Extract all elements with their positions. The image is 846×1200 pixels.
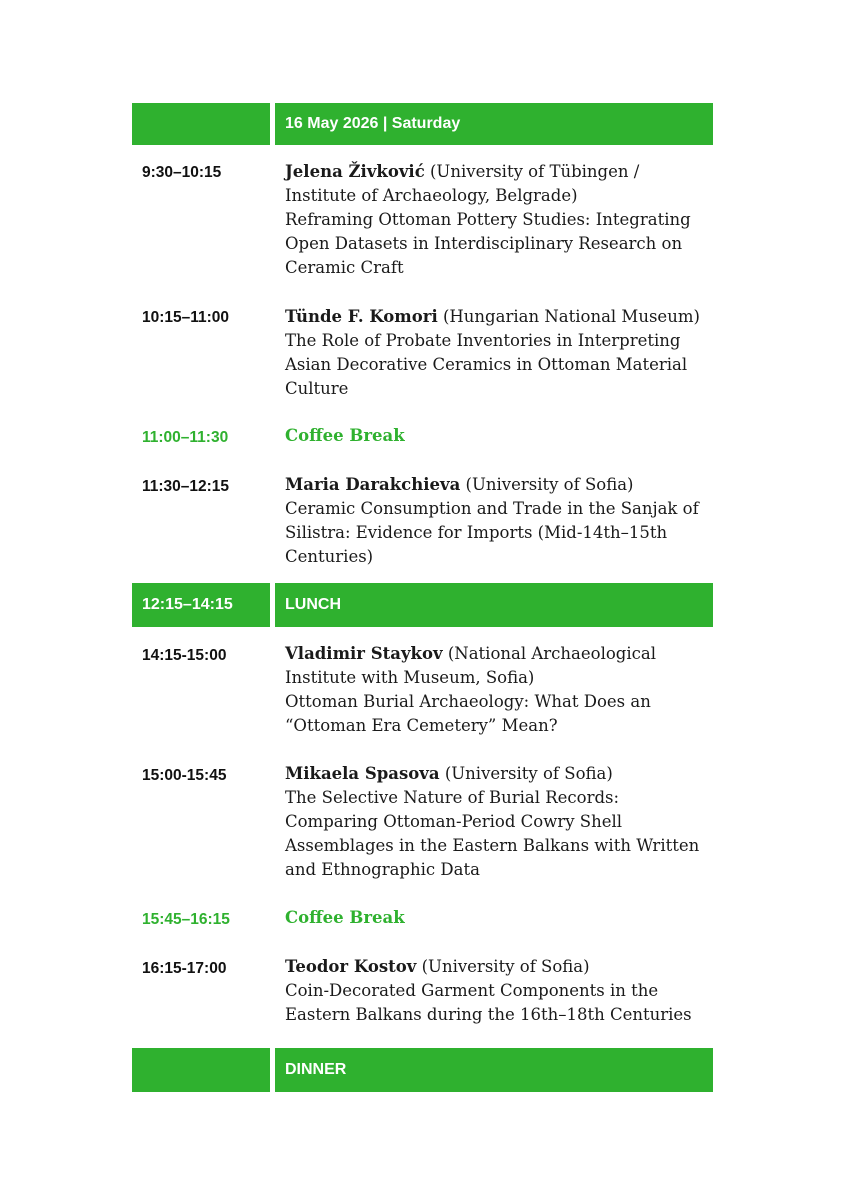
speaker-affiliation: (Hungarian National Museum) <box>437 307 700 326</box>
dinner-label: DINNER <box>285 1061 347 1078</box>
session-entry <box>285 160 715 280</box>
break-time: 15:45–16:15 <box>142 911 230 928</box>
header-bar-date <box>275 103 713 145</box>
session-time: 9:30–10:15 <box>142 164 222 181</box>
session-entry <box>285 762 715 882</box>
talk-title: The Selective Nature of Burial Records: Comparing Ottoman-Period Cowry Shell Assemblages in the Eastern Balkans with Written and Ethnographic Data <box>285 788 700 879</box>
session-time: 11:30–12:15 <box>142 478 230 495</box>
break-label: Coffee Break <box>285 908 405 927</box>
session-entry <box>285 305 715 401</box>
session-time: 14:15-15:00 <box>142 647 227 664</box>
talk-title: Reframing Ottoman Pottery Studies: Integrating Open Datasets in Interdisciplinary Research on Ceramic Craft <box>285 210 691 277</box>
speaker-name: Vladimir Staykov <box>285 644 443 663</box>
dinner-bar <box>275 1048 713 1092</box>
session-entry <box>285 642 715 738</box>
lunch-bar <box>275 583 713 627</box>
speaker-affiliation: (University of Sofia) <box>460 475 634 494</box>
speaker-affiliation: (University of Sofia) <box>416 957 590 976</box>
talk-title: Ceramic Consumption and Trade in the Sanjak of Silistra: Evidence for Imports (Mid-14th–15th Centuries) <box>285 499 699 566</box>
session-entry <box>285 473 715 569</box>
session-time: 16:15-17:00 <box>142 960 227 977</box>
speaker-name: Maria Darakchieva <box>285 475 461 494</box>
speaker-affiliation: (National Archaeological Institute with Museum, Sofia) <box>285 644 656 687</box>
break-time: 11:00–11:30 <box>142 429 229 446</box>
speaker-affiliation: (University of Sofia) <box>439 764 613 783</box>
talk-title: Ottoman Burial Archaeology: What Does an “Ottoman Era Cemetery” Mean? <box>285 692 651 735</box>
break-label: Coffee Break <box>285 426 405 445</box>
lunch-label: LUNCH <box>285 596 341 613</box>
lunch-bar-time <box>132 583 270 627</box>
talk-title: The Role of Probate Inventories in Interpreting Asian Decorative Ceramics in Ottoman Material Culture <box>285 331 688 398</box>
session-time: 15:00-15:45 <box>142 767 227 784</box>
session-entry <box>285 955 715 1027</box>
lunch-time: 12:15–14:15 <box>142 596 233 613</box>
speaker-name: Mikaela Spasova <box>285 764 440 783</box>
session-time: 10:15–11:00 <box>142 309 230 326</box>
speaker-affiliation: (University of Tübingen / Institute of Archaeology, Belgrade) <box>285 162 640 205</box>
speaker-name: Teodor Kostov <box>285 957 417 976</box>
speaker-name: Jelena Živković <box>285 162 425 181</box>
date-heading: 16 May 2026 | Saturday <box>285 115 461 132</box>
speaker-name: Tünde F. Komori <box>285 307 438 326</box>
talk-title: Coin-Decorated Garment Components in the Eastern Balkans during the 16th–18th Centuries <box>285 981 692 1024</box>
dinner-bar-left <box>132 1048 270 1092</box>
header-bar-left <box>132 103 270 145</box>
